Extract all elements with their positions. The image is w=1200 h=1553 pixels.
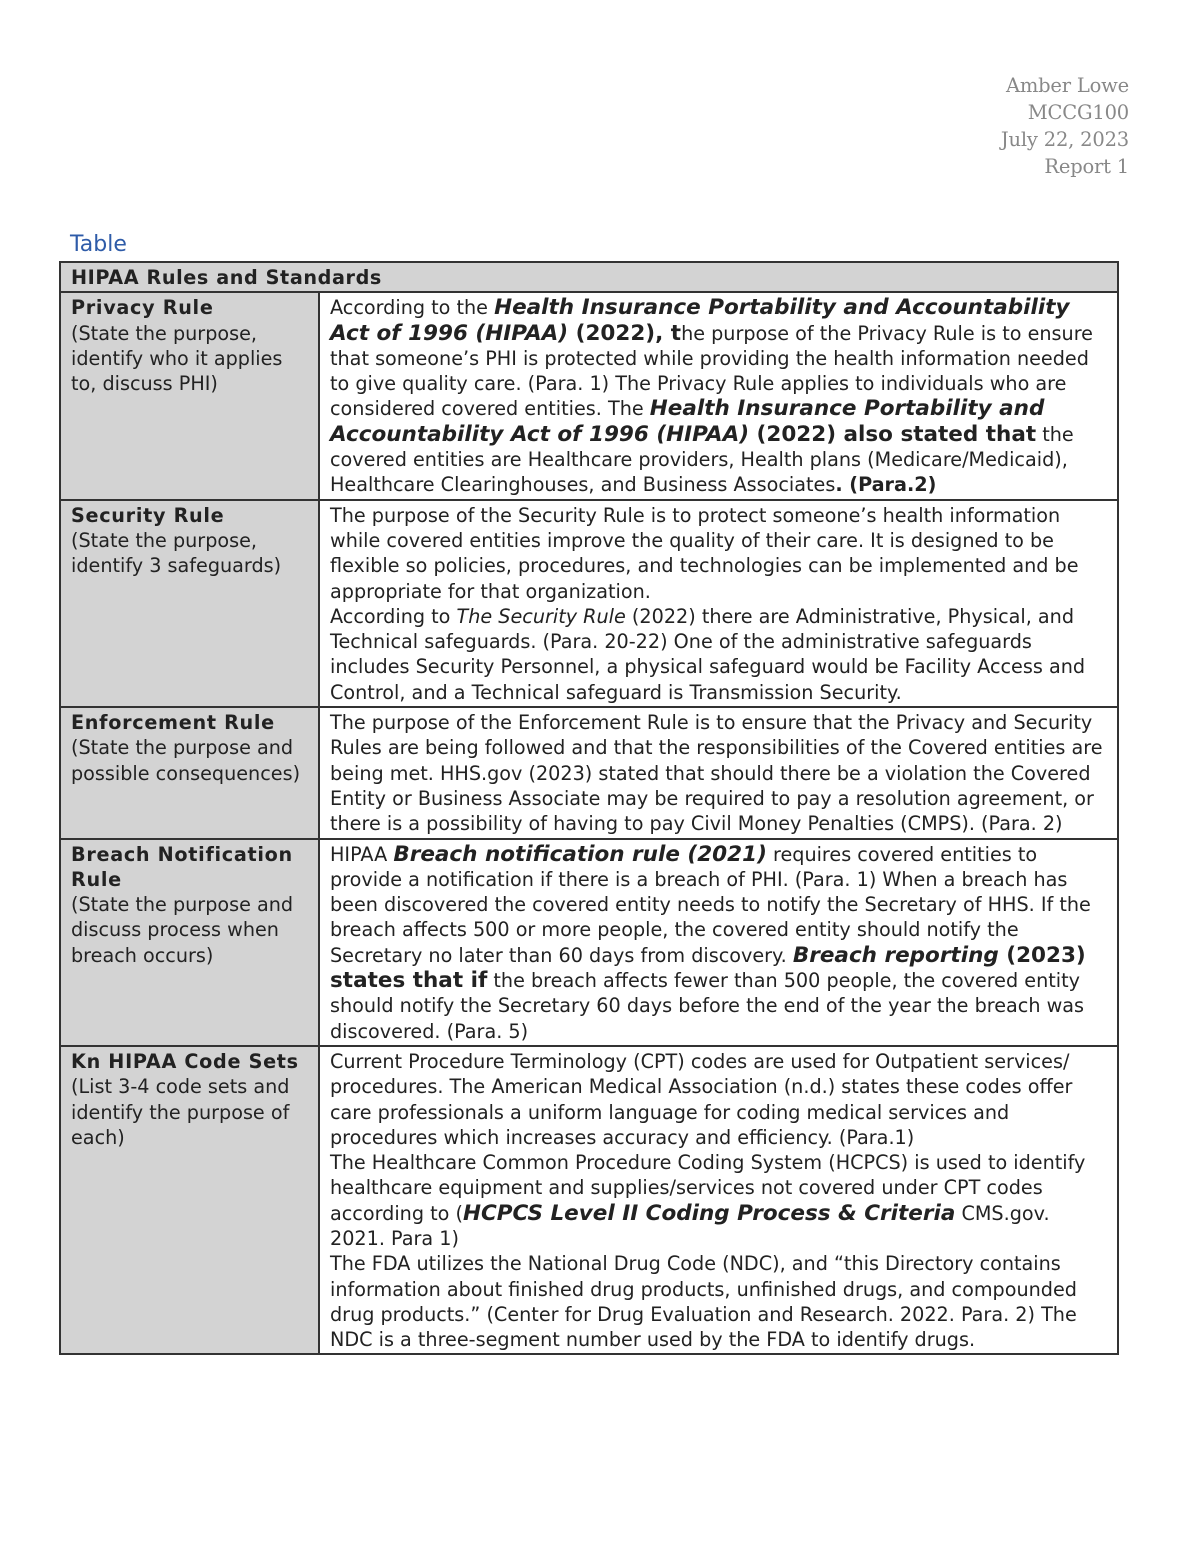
- enforcement-rule-content: The purpose of the Enforcement Rule is to ensure that the Privacy and Security Rules are being followed and that the responsibilities of the Covered entities are being met. HHS.gov (2023) stated that should there be a violation the Covered Entity or Business Associate may be required to pay a resolution agreement, or there is a possibility of having to pay Civil Money Penalties (CMPS). (Para. 2): [319, 707, 1118, 838]
- privacy-text-2: (2022), t: [568, 320, 682, 346]
- privacy-citation-1: Health Insurance Portability and Accountability Act of 1996 (HIPAA): [330, 295, 1070, 346]
- privacy-text-5: the covered entities are Healthcare providers, Health plans (Medicare/Medicaid), Healthcare Clearinghouses, and Business Associates: [330, 422, 1074, 497]
- security-rule-name: Security Rule: [71, 503, 225, 527]
- breach-text-3: (2023) states that if: [330, 942, 1086, 994]
- code-sets-paragraph-2: [330, 1150, 1107, 1251]
- code-sets-text-2: CMS.gov. 2021. Para 1): [330, 1201, 1050, 1250]
- breach-rule-content: [319, 839, 1118, 1046]
- course-code: MCCG100: [1027, 101, 1129, 124]
- enforcement-rule-name: Enforcement Rule: [71, 711, 275, 735]
- code-sets-label-cell: [60, 1046, 319, 1355]
- breach-text-4: the breach affects fewer than 500 people, the covered entity should notify the Secretary 60 days before the end of the year the breach was discovered. (Para. 5): [330, 969, 1085, 1043]
- breach-citation-2: Breach reporting: [792, 942, 999, 968]
- privacy-rule-label-cell: [60, 292, 319, 499]
- table-row-code-sets: [60, 1046, 1118, 1355]
- table-row-enforcement: [60, 707, 1118, 838]
- privacy-rule-instructions: (State the purpose, identify who it applies to, discuss PHI): [71, 321, 283, 396]
- privacy-citation-2: Health Insurance Portability and Accountability Act of 1996 (HIPAA): [330, 396, 1045, 447]
- breach-rule-instructions: (State the purpose and discuss process when breach occurs): [71, 893, 294, 967]
- security-rule-content: [319, 500, 1118, 707]
- author-name: Amber Lowe: [1005, 74, 1129, 97]
- breach-rule-name: Breach Notification Rule: [71, 842, 293, 891]
- document-header: [1001, 72, 1129, 180]
- security-paragraph-2: [330, 604, 1107, 705]
- privacy-text-4: (2022) also stated that: [749, 421, 1037, 447]
- security-paragraph-1: The purpose of the Security Rule is to protect someone’s health information while covered entities improve the quality of their care. It is designed to be flexible so policies, procedures, and technologies can be implemented and be appropriate for that organization.: [330, 503, 1079, 603]
- report-label: Report 1: [1044, 155, 1129, 178]
- breach-rule-label-cell: [60, 839, 319, 1046]
- table-row-breach: [60, 839, 1118, 1046]
- breach-citation-1: Breach notification rule (2021): [393, 841, 767, 867]
- code-sets-paragraph-1: Current Procedure Terminology (CPT) codes are used for Outpatient services/ procedures. The American Medical Association (n.d.) states these codes offer care professionals a uniform language for coding medical services and procedures which increases accuracy and efficiency. (Para.1): [330, 1049, 1073, 1149]
- security-rule-label-cell: [60, 500, 319, 707]
- hipaa-rules-table: [59, 261, 1119, 1355]
- security-text-1: According to: [330, 604, 457, 628]
- code-sets-name: Kn HIPAA Code Sets: [71, 1049, 299, 1073]
- privacy-rule-name: Privacy Rule: [71, 296, 214, 320]
- enforcement-rule-instructions: (State the purpose and possible consequences): [71, 736, 301, 785]
- privacy-text-6: . (Para.2): [835, 473, 937, 497]
- security-citation: The Security Rule: [456, 604, 626, 628]
- security-rule-instructions: (State the purpose, identify 3 safeguards): [71, 528, 282, 578]
- code-sets-text-1: The Healthcare Common Procedure Coding System (HCPCS) is used to identify healthcare equipment and supplies/services not covered under CPT codes according to (: [330, 1151, 1086, 1225]
- security-text-2: (2022) there are Administrative, Physical, and Technical safeguards. (Para. 20-22) One of the administrative safeguards includes Security Personnel, a physical safeguard would be Facility Access and Control, and a Technical safeguard is Transmission Security.: [330, 604, 1086, 704]
- code-sets-citation: HCPCS Level II Coding Process & Criteria: [462, 1200, 956, 1226]
- table-title: HIPAA Rules and Standards: [60, 262, 1118, 292]
- code-sets-content: [319, 1046, 1118, 1355]
- privacy-rule-content: [319, 292, 1118, 499]
- table-row-privacy: [60, 292, 1118, 499]
- enforcement-rule-label-cell: [60, 707, 319, 838]
- table-caption: Table: [70, 232, 127, 257]
- privacy-text-3: he purpose of the Privacy Rule is to ensure that someone’s PHI is protected while providing the health information needed to give quality care. (Para. 1) The Privacy Rule applies to individuals who are considered covered entities. The: [330, 321, 1093, 421]
- table-header-row: [60, 262, 1118, 292]
- breach-text-1: HIPAA: [330, 842, 394, 866]
- code-sets-instructions: (List 3-4 code sets and identify the purpose of each): [71, 1075, 290, 1149]
- code-sets-paragraph-3: The FDA utilizes the National Drug Code (NDC), and “this Directory contains information about finished drug products, unfinished drugs, and compounded drug products.” (Center for Drug Evaluation and Research. 2022. Para. 2) The NDC is a three-segment number used by the FDA to identify drugs.: [330, 1252, 1077, 1352]
- table-row-security: [60, 500, 1118, 707]
- document-date: July 22, 2023: [1000, 128, 1129, 151]
- breach-text-2: requires covered entities to provide a notification if there is a breach of PHI. (Para. 1) When a breach has been discovered the covered entity needs to notify the Secretary of HHS. If the breach affects 500 or more people, the covered entity should notify the Secretary no later than 60 days from discovery.: [330, 842, 1091, 967]
- privacy-text-1: According to the: [330, 296, 495, 320]
